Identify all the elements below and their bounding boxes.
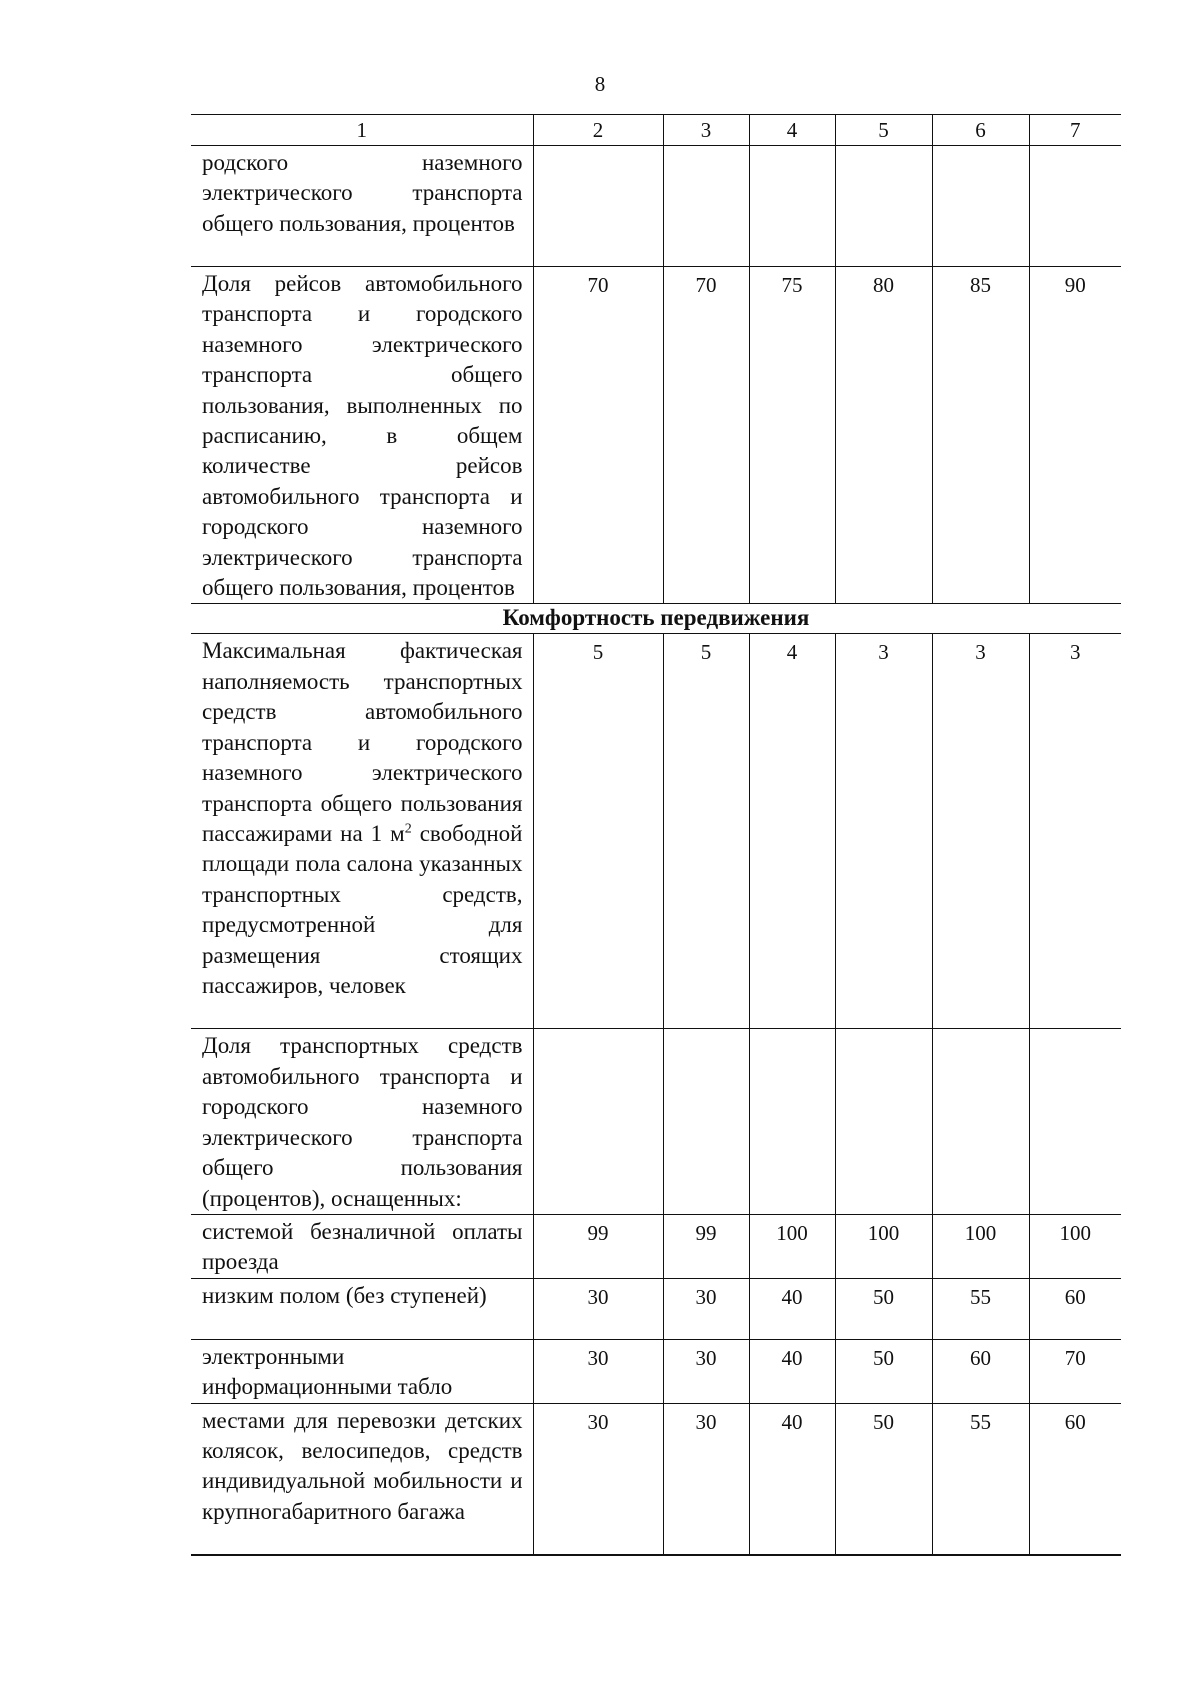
header-cell: 7 [1029,115,1121,146]
value-cell: 50 [835,1278,932,1339]
value-cell: 30 [663,1339,749,1403]
header-cell: 6 [932,115,1029,146]
header-cell: 2 [533,115,663,146]
value-cell [835,146,932,267]
value-cell [533,1029,663,1214]
value-cell: 60 [1029,1403,1121,1555]
value-cell: 3 [835,634,932,1029]
value-cell [663,146,749,267]
value-cell: 3 [1029,634,1121,1029]
table-row [191,267,1121,604]
value-cell: 100 [1029,1214,1121,1278]
header-cell: 5 [835,115,932,146]
value-cell: 100 [749,1214,835,1278]
value-cell: 5 [533,634,663,1029]
value-cell: 60 [932,1339,1029,1403]
table-row [191,146,1121,267]
row-description: низким полом (без ступеней) [191,1278,533,1339]
value-cell: 60 [1029,1278,1121,1339]
row-description-text: Максимальная фактическая наполняемость транспортных средств автомобильного транспорта и городского наземного электрического транспорта общего пользования пассажирами на 1 м [202,638,523,846]
header-cell: 1 [191,115,533,146]
value-cell [932,146,1029,267]
value-cell [749,146,835,267]
value-cell: 99 [663,1214,749,1278]
value-cell: 30 [663,1403,749,1555]
row-description: Доля рейсов автомобильного транспорта и городского наземного электрического транспорта общего пользования, выполненных по расписанию, в общем количестве рейсов автомобильного транспорта и городского наземного электрического транспорта общего пользования, процентов [191,267,533,604]
value-cell: 55 [932,1403,1029,1555]
value-cell [1029,146,1121,267]
row-description: местами для перевозки детских колясок, велосипедов, средств индивидуальной мобильности и крупногабаритного багажа [191,1403,533,1555]
table-row [191,1339,1121,1403]
value-cell: 100 [835,1214,932,1278]
section-title: Комфортность передвижения [191,604,1121,634]
value-cell: 85 [932,267,1029,604]
header-cell: 4 [749,115,835,146]
value-cell: 30 [533,1278,663,1339]
superscript: 2 [404,821,412,837]
value-cell: 5 [663,634,749,1029]
value-cell: 70 [663,267,749,604]
value-cell: 4 [749,634,835,1029]
value-cell [749,1029,835,1214]
table-row [191,634,1121,1029]
value-cell: 90 [1029,267,1121,604]
table-row [191,1278,1121,1339]
row-description: системой безналичной оплаты проезда [191,1214,533,1278]
row-description: Доля транспортных средств автомобильного транспорта и городского наземного электрического транспорта общего пользования (процентов), оснащенных: [191,1029,533,1214]
value-cell [1029,1029,1121,1214]
value-cell: 30 [533,1403,663,1555]
value-cell [533,146,663,267]
value-cell: 70 [533,267,663,604]
table-row [191,1029,1121,1214]
value-cell: 40 [749,1403,835,1555]
value-cell: 50 [835,1339,932,1403]
row-description-text: свободной площади пола салона указанных транспортных средств, предусмотренной для размещения стоящих пассажиров, человек [202,820,523,998]
value-cell: 100 [932,1214,1029,1278]
value-cell: 80 [835,267,932,604]
header-cell: 3 [663,115,749,146]
value-cell [835,1029,932,1214]
value-cell: 75 [749,267,835,604]
value-cell: 30 [533,1339,663,1403]
row-description [191,634,533,1029]
row-description: родского наземного электрического транспорта общего пользования, процентов [191,146,533,267]
value-cell: 70 [1029,1339,1121,1403]
value-cell: 30 [663,1278,749,1339]
value-cell [932,1029,1029,1214]
indicators-table [191,114,1121,1556]
page-number: 8 [594,72,606,96]
value-cell: 99 [533,1214,663,1278]
value-cell: 40 [749,1278,835,1339]
row-description: электронными информационными табло [191,1339,533,1403]
value-cell: 50 [835,1403,932,1555]
table-row [191,1214,1121,1278]
value-cell: 3 [932,634,1029,1029]
section-header-row [191,604,1121,634]
value-cell: 55 [932,1278,1029,1339]
value-cell: 40 [749,1339,835,1403]
table-row [191,1403,1121,1555]
value-cell [663,1029,749,1214]
table-header-row [191,115,1121,146]
